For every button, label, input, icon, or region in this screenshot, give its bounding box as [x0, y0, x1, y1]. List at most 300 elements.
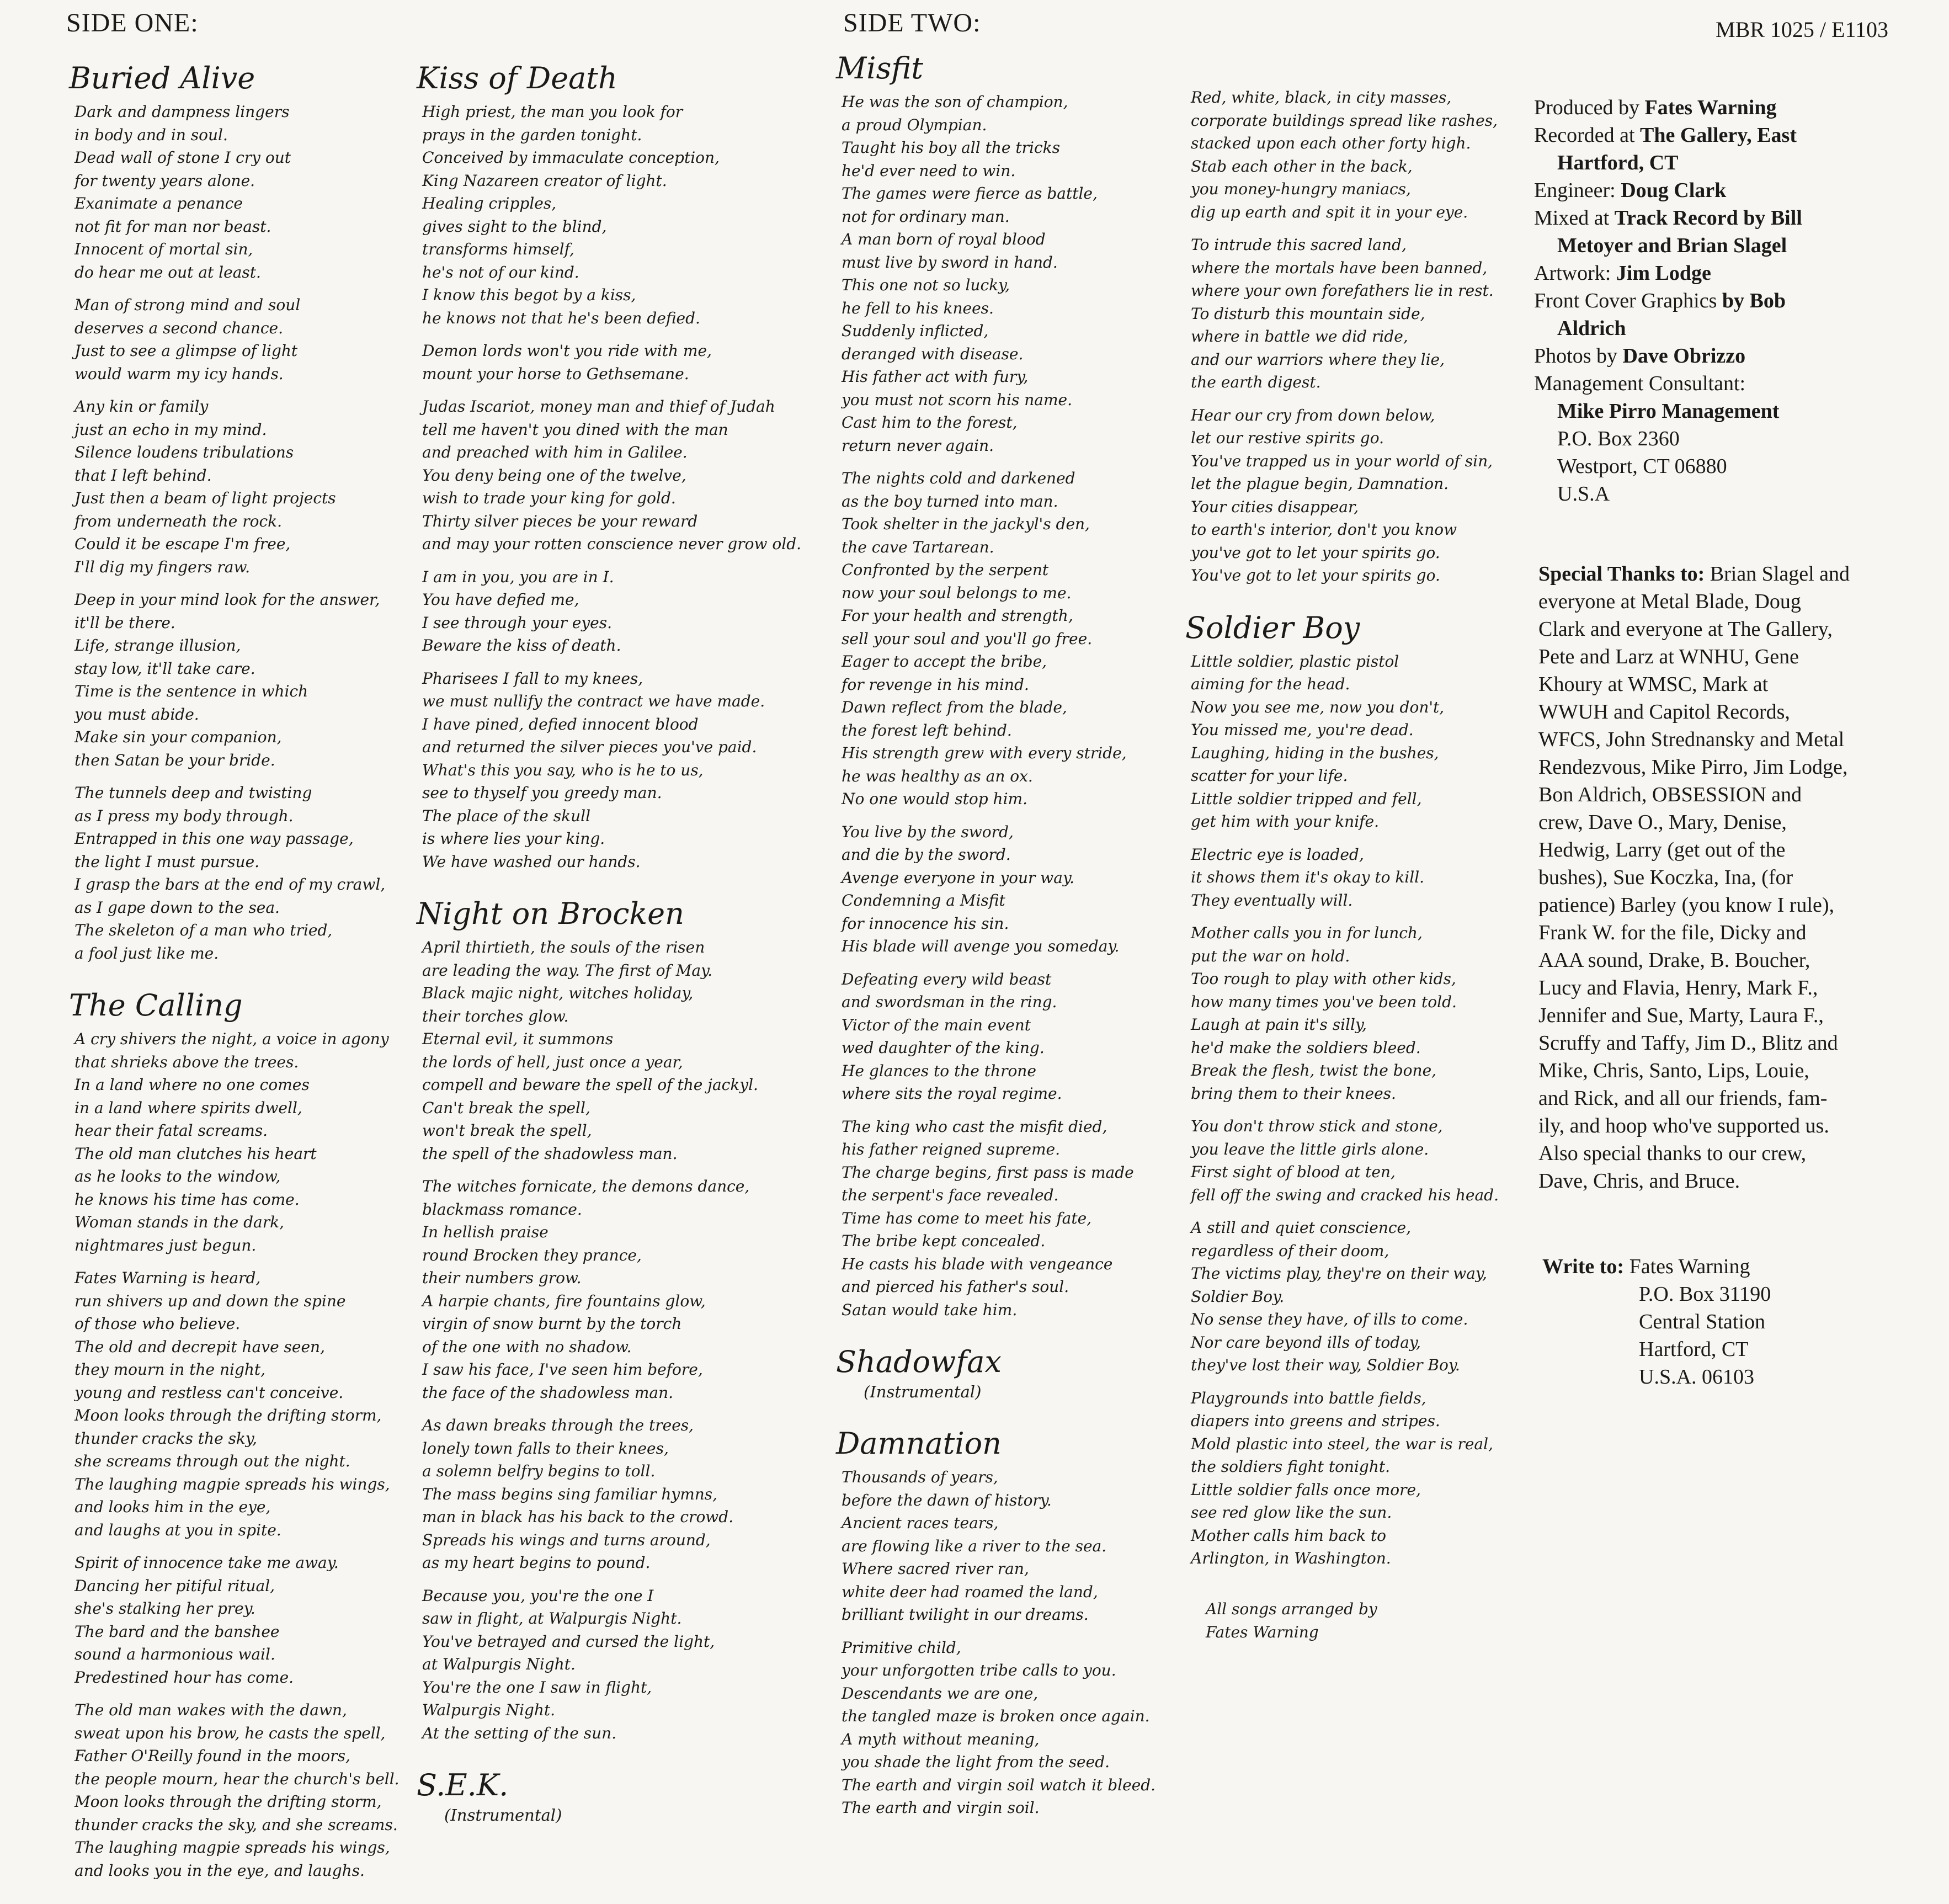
lyric-line: wish to trade your king for gold. — [422, 489, 676, 507]
thanks-text: and Rick, and all our friends, fam- — [1538, 1087, 1828, 1110]
lyric-line: He glances to the throne — [842, 1061, 1036, 1080]
lyric-line: The old and decrepit have seen, — [74, 1337, 325, 1356]
lyric-line: the soldiers fight tonight. — [1191, 1458, 1391, 1476]
lyric-line: He was the son of champion, — [842, 93, 1068, 111]
lyric-line: Little soldier tripped and fell, — [1191, 789, 1422, 808]
thanks-line — [1538, 1084, 1925, 1112]
song-block — [69, 987, 400, 1882]
stanza — [74, 294, 400, 385]
lyric-line: His blade will avenge you someday. — [842, 937, 1120, 955]
lyric-line: in body and in soul. — [74, 125, 228, 144]
lyric-line: No one would stop him. — [842, 790, 1027, 808]
song-block — [1191, 86, 1499, 587]
lyric-line: Judas Iscariot, money man and thief of Judah — [422, 397, 775, 416]
lyric-line: Thousands of years, — [842, 1468, 998, 1486]
lyric-line: he'd make the soldiers bleed. — [1191, 1038, 1421, 1057]
address-line: Central Station — [1639, 1310, 1766, 1333]
lyric-line: You live by the sword, — [842, 822, 1014, 841]
lyric-line: let our restive spirits go. — [1191, 429, 1384, 447]
lyric-line: a solemn belfry begins to toll. — [422, 1462, 656, 1480]
lyric-line: Black majic night, witches holiday, — [422, 984, 694, 1002]
song-title: Buried Alive — [69, 61, 255, 95]
thanks-line — [1538, 1057, 1925, 1084]
write-to-label: Write to: — [1542, 1255, 1625, 1278]
lyric-line: Suddenly inflicted, — [842, 322, 989, 340]
lyric-line: Red, white, black, in city masses, — [1191, 88, 1452, 107]
lyric-line: Deep in your mind look for the answer, — [74, 591, 380, 609]
lyric-line: The charge begins, first pass is made — [842, 1163, 1134, 1182]
lyric-line: they've lost their way, Soldier Boy. — [1191, 1356, 1460, 1374]
lyric-line: you money-hungry maniacs, — [1191, 180, 1411, 198]
lyric-line: you must not scorn his name. — [842, 390, 1072, 409]
thanks-line — [1538, 974, 1925, 1002]
thanks-text: Brian Slagel and — [1705, 562, 1850, 586]
lyric-line: you leave the little girls alone. — [1191, 1140, 1429, 1158]
credit-row — [1534, 177, 1802, 204]
thanks-line — [1538, 809, 1925, 836]
lyric-line: that I left behind. — [74, 466, 212, 485]
lyric-line: King Nazareen creator of light. — [422, 171, 667, 190]
thanks-text: WWUH and Capitol Records, — [1538, 700, 1790, 724]
song-subtitle: (Instrumental) — [864, 1382, 982, 1401]
address-line: Hartford, CT — [1639, 1338, 1749, 1361]
lyric-line: April thirtieth, the souls of the risen — [422, 938, 705, 956]
lyric-line: stay low, it'll take care. — [74, 659, 255, 678]
lyric-line: A harpie chants, fire fountains glow, — [422, 1291, 706, 1310]
lyrics-column-2 — [417, 60, 802, 1848]
lyric-line: tell me haven't you dined with the man — [422, 420, 728, 439]
lyric-line: I see through your eyes. — [422, 613, 613, 632]
thanks-text: Rendezvous, Mike Pirro, Jim Lodge, — [1538, 756, 1848, 779]
credit-row — [1534, 397, 1802, 425]
lyric-line: see to thyself you greedy man. — [422, 784, 662, 802]
lyric-line: wed daughter of the king. — [842, 1039, 1045, 1057]
lyric-line: Moon looks through the drifting storm, — [74, 1406, 382, 1424]
lyric-line: the cave Tartarean. — [842, 538, 994, 556]
lyrics-column-4 — [1185, 83, 1499, 1592]
song-block — [836, 1425, 1156, 1820]
lyric-line: the light I must pursue. — [74, 852, 260, 871]
lyric-line: A man born of royal blood — [842, 230, 1046, 248]
thanks-text: WFCS, John Strednansky and Metal — [1538, 728, 1845, 751]
thanks-text: Hedwig, Larry (get out of the — [1538, 838, 1786, 861]
credit-row — [1534, 121, 1802, 149]
stanza — [422, 667, 801, 874]
lyric-line: of those who believe. — [74, 1315, 241, 1333]
thanks-line — [1538, 946, 1925, 974]
lyric-line: You don't throw stick and stone, — [1191, 1117, 1443, 1135]
lyric-line: their numbers grow. — [422, 1269, 582, 1287]
lyric-line: A still and quiet conscience, — [1191, 1219, 1412, 1237]
special-thanks — [1538, 560, 1925, 1195]
lyric-line: the lords of hell, just once a year, — [422, 1052, 683, 1071]
lyric-line: You missed me, you're dead. — [1191, 721, 1414, 739]
lyric-line: as the boy turned into man. — [842, 492, 1058, 510]
stanza — [422, 1414, 801, 1575]
lyric-line: Innocent of mortal sin, — [74, 240, 253, 258]
stanza — [74, 781, 400, 965]
lyric-line: dig up earth and spit it in your eye. — [1191, 203, 1468, 221]
credit-label: Management Consultant: — [1534, 372, 1746, 395]
lyric-line: Satan would take him. — [842, 1300, 1018, 1319]
lyric-line: Playgrounds into battle fields, — [1191, 1389, 1426, 1407]
song-block — [69, 60, 400, 965]
lyric-line: in a land where spirits dwell, — [74, 1098, 302, 1117]
lyric-line: Can't break the spell, — [422, 1098, 590, 1117]
lyric-line: Cast him to the forest, — [842, 413, 1018, 432]
lyric-line: as I press my body through. — [74, 806, 294, 825]
lyric-line: a proud Olympian. — [842, 115, 987, 134]
lyric-line: fell off the swing and cracked his head. — [1191, 1185, 1499, 1204]
lyric-line: For your health and strength, — [842, 607, 1073, 625]
lyric-line: deserves a second chance. — [74, 318, 283, 337]
lyric-line: The old man wakes with the dawn, — [74, 1701, 347, 1719]
lyric-line: Any kin or family — [74, 397, 209, 416]
lyric-line: Because you, you're the one I — [422, 1586, 654, 1605]
lyric-line: corporate buildings spread like rashes, — [1191, 111, 1498, 130]
lyric-line: Walpurgis Night. — [422, 1701, 556, 1719]
thanks-text: Khoury at WMSC, Mark at — [1538, 673, 1769, 696]
thanks-line — [1538, 891, 1925, 919]
lyric-line: Little soldier, plastic pistol — [1191, 652, 1399, 671]
song-title: S.E.K. — [417, 1768, 509, 1802]
lyric-line: just an echo in my mind. — [74, 420, 267, 439]
stanza — [1191, 1216, 1499, 1377]
stanza — [1191, 404, 1499, 587]
song-block — [417, 895, 801, 1745]
thanks-line — [1538, 643, 1925, 671]
thanks-text: Jennifer and Sue, Marty, Laura F., — [1538, 1004, 1824, 1027]
lyric-line: Moon looks through the drifting storm, — [74, 1793, 382, 1811]
lyric-line: To disturb this mountain side, — [1191, 304, 1425, 323]
credit-label: Westport, CT 06880 — [1557, 455, 1727, 478]
lyric-line: return never again. — [842, 436, 994, 455]
lyric-line: scatter for your life. — [1191, 767, 1348, 785]
credit-row — [1534, 287, 1802, 315]
lyric-line: hear their fatal screams. — [74, 1121, 268, 1140]
credit-value: Track Record by Bill — [1614, 206, 1802, 230]
lyric-line: Man of strong mind and soul — [74, 296, 301, 314]
lyric-line: Now you see me, now you don't, — [1191, 698, 1445, 716]
thanks-text: crew, Dave O., Mary, Denise, — [1538, 811, 1787, 834]
lyric-line: are flowing like a river to the sea. — [842, 1536, 1107, 1555]
thanks-line — [1538, 560, 1925, 588]
lyric-line: Condemning a Misfit — [842, 891, 1005, 910]
thanks-text: Mike, Chris, Santo, Lips, Louie, — [1538, 1059, 1809, 1082]
lyric-line: saw in flight, at Walpurgis Night. — [422, 1609, 682, 1628]
thanks-text: Dave, Chris, and Bruce. — [1538, 1169, 1740, 1193]
lyric-line: The skeleton of a man who tried, — [74, 921, 333, 939]
credit-value: Hartford, CT — [1557, 151, 1679, 174]
credit-row — [1534, 315, 1802, 342]
stanza — [74, 1699, 400, 1882]
thanks-text: Scruffy and Taffy, Jim D., Blitz and — [1538, 1031, 1838, 1055]
lyric-line: Fates Warning is heard, — [74, 1269, 261, 1287]
lyric-line: I'll dig my fingers raw. — [74, 557, 251, 576]
lyric-line: sweat upon his brow, he casts the spell, — [74, 1724, 386, 1742]
lyric-line: where in battle we did ride, — [1191, 327, 1408, 345]
lyric-line: Where sacred river ran, — [842, 1560, 1029, 1578]
lyric-line: What's this you say, who is he to us, — [422, 760, 704, 779]
stanza — [842, 91, 1155, 457]
lyric-line: A myth without meaning, — [842, 1730, 1040, 1748]
lyric-line: I grasp the bars at the end of my crawl, — [74, 875, 386, 894]
thanks-line — [1538, 671, 1925, 698]
lyric-line: He casts his blade with vengeance — [842, 1254, 1113, 1273]
stanza — [422, 395, 801, 556]
lyric-line: where your own forefathers lie in rest. — [1191, 281, 1494, 300]
stanza — [842, 968, 1155, 1105]
address-line: U.S.A. 06103 — [1639, 1365, 1755, 1389]
lyric-line: lonely town falls to their knees, — [422, 1439, 669, 1458]
stanza — [422, 1584, 801, 1745]
thanks-line — [1538, 1140, 1925, 1167]
lyric-line: compell and beware the spell of the jackyl. — [422, 1076, 758, 1094]
lyric-line: sell your soul and you'll go free. — [842, 629, 1093, 648]
lyric-line: Mold plastic into steel, the war is real, — [1191, 1434, 1493, 1453]
lyric-line: you've got to let your spirits go. — [1191, 543, 1440, 562]
lyric-line: Took shelter in the jackyl's den, — [842, 515, 1090, 533]
stanza — [422, 100, 801, 329]
stanza — [74, 100, 400, 284]
lyric-line: Little soldier falls once more, — [1191, 1480, 1421, 1499]
stanza — [74, 1551, 400, 1689]
lyric-line: a fool just like me. — [74, 944, 219, 962]
lyric-line: their torches glow. — [422, 1007, 569, 1025]
song-title: Night on Brocken — [417, 896, 684, 931]
lyric-line: Eager to accept the bribe, — [842, 652, 1047, 671]
lyric-line: man in black has his back to the crowd. — [422, 1508, 734, 1526]
lyric-line: The old man clutches his heart — [74, 1144, 317, 1163]
lyric-line: to earth's interior, don't you know — [1191, 520, 1457, 539]
lyric-line: Taught his boy all the tricks — [842, 139, 1060, 157]
lyric-line: Make sin your companion, — [74, 728, 282, 746]
song-title: Soldier Boy — [1185, 610, 1360, 645]
lyric-line: blackmass romance. — [422, 1200, 582, 1219]
lyrics-column-1 — [69, 60, 400, 1904]
lyric-line: You've got to let your spirits go. — [1191, 566, 1440, 584]
lyric-line: thunder cracks the sky, and she screams. — [74, 1815, 398, 1834]
lyric-line: are leading the way. The first of May. — [422, 961, 713, 980]
thanks-text: AAA sound, Drake, B. Boucher, — [1538, 949, 1810, 972]
credit-value: Aldrich — [1557, 317, 1626, 340]
lyric-line: The earth and virgin soil. — [842, 1799, 1040, 1817]
song-block — [836, 50, 1155, 1321]
lyric-line: white deer had roamed the land, — [842, 1582, 1098, 1601]
lyric-line: and pierced his father's soul. — [842, 1278, 1069, 1296]
credit-row — [1534, 453, 1802, 480]
thanks-label: Special Thanks to: — [1538, 562, 1705, 586]
lyric-line: and returned the silver pieces you've paid. — [422, 738, 757, 756]
lyric-line: the face of the shadowless man. — [422, 1383, 674, 1402]
lyric-line: she screams through out the night. — [74, 1452, 350, 1470]
lyric-line: put the war on hold. — [1191, 946, 1350, 965]
lyric-line: Laughing, hiding in the bushes, — [1191, 743, 1439, 762]
lyric-line: and laughs at you in spite. — [74, 1520, 281, 1539]
credit-label: Mixed at — [1534, 206, 1615, 230]
lyric-line: First sight of blood at ten, — [1191, 1163, 1396, 1181]
lyric-line: diapers into greens and stripes. — [1191, 1412, 1440, 1430]
lyric-line: As dawn breaks through the trees, — [422, 1416, 694, 1434]
stanza — [1191, 843, 1499, 912]
lyric-line: must live by sword in hand. — [842, 253, 1058, 272]
lyric-line: bring them to their knees. — [1191, 1084, 1396, 1103]
thanks-line — [1538, 919, 1925, 946]
stanza — [74, 588, 400, 772]
credit-row — [1534, 370, 1802, 397]
lyric-line: she's stalking her prey. — [74, 1599, 255, 1618]
lyric-line: I know this begot by a kiss, — [422, 286, 636, 304]
thanks-text: Frank W. for the file, Dicky and — [1538, 921, 1807, 944]
thanks-line — [1538, 753, 1925, 781]
credit-label: Front Cover Graphics — [1534, 289, 1722, 312]
lyric-line: Ancient races tears, — [842, 1514, 999, 1532]
lyric-line: High priest, the man you look for — [422, 103, 683, 121]
lyric-line: at Walpurgis Night. — [422, 1655, 576, 1673]
lyric-line: Soldier Boy. — [1191, 1287, 1285, 1306]
credit-label: Engineer: — [1534, 179, 1621, 202]
lyric-line: he'd ever need to win. — [842, 161, 1016, 180]
credit-row — [1534, 425, 1802, 453]
lyric-line: Spreads his wings and turns around, — [422, 1530, 711, 1549]
lyric-line: for twenty years alone. — [74, 171, 255, 190]
lyric-line: he's not of our kind. — [422, 263, 579, 281]
lyric-line: for innocence his sin. — [842, 914, 1009, 933]
thanks-line — [1538, 615, 1925, 643]
lyric-line: as my heart begins to pound. — [422, 1554, 651, 1572]
lyric-line: His strength grew with every stride, — [842, 744, 1127, 762]
lyric-line: Spirit of innocence take me away. — [74, 1554, 339, 1572]
lyric-line: he knows not that he's been defied. — [422, 309, 700, 327]
write-to-name: Fates Warning — [1624, 1255, 1750, 1278]
lyric-line: he knows his time has come. — [74, 1190, 300, 1209]
lyric-line: he was healthy as an ox. — [842, 767, 1033, 785]
thanks-line — [1538, 588, 1925, 615]
lyric-line: transforms himself, — [422, 240, 574, 258]
lyric-line: The games were fierce as battle, — [842, 184, 1098, 203]
lyric-line: from underneath the rock. — [74, 512, 283, 530]
lyric-line: and may your rotten conscience never grow old. — [422, 535, 802, 553]
lyric-line: Nor care beyond ills of today, — [1191, 1333, 1421, 1352]
lyric-line: The place of the skull — [422, 806, 591, 825]
lyric-line: Thirty silver pieces be your reward — [422, 512, 698, 530]
lyric-line: then Satan be your bride. — [74, 751, 275, 769]
thanks-line — [1538, 864, 1925, 891]
lyric-line: You've trapped us in your world of sin, — [1191, 451, 1493, 470]
credit-value: Doug Clark — [1621, 179, 1727, 202]
lyric-line: Silence loudens tribulations — [74, 443, 294, 461]
lyric-line: where the mortals have been banned, — [1191, 258, 1488, 277]
lyric-line: Break the flesh, twist the bone, — [1191, 1061, 1437, 1079]
credit-label: P.O. Box 2360 — [1557, 427, 1680, 450]
lyrics-column-3 — [836, 50, 1156, 1842]
song-title: Kiss of Death — [417, 61, 617, 95]
lyric-line: and preached with him in Galilee. — [422, 443, 688, 461]
lyric-line: the tangled maze is broken once again. — [842, 1707, 1150, 1725]
lyric-line: Time has come to meet his fate, — [842, 1209, 1092, 1227]
thanks-text: patience) Barley (you know I rule), — [1538, 894, 1835, 917]
credit-row — [1534, 342, 1802, 370]
lyric-line: A cry shivers the night, a voice in agony — [74, 1030, 389, 1048]
lyric-line: Too rough to play with other kids, — [1191, 970, 1456, 988]
lyric-line: not for ordinary man. — [842, 207, 1010, 226]
song-block — [1185, 609, 1499, 1570]
lyric-line: and swordsman in the ring. — [842, 993, 1057, 1011]
stanza — [842, 821, 1155, 958]
stanza — [422, 566, 801, 657]
lyric-line: They eventually will. — [1191, 891, 1353, 910]
stanza — [1191, 650, 1499, 833]
stanza — [1191, 233, 1499, 394]
lyric-line: for revenge in his mind. — [842, 675, 1029, 694]
stanza — [422, 1175, 801, 1404]
lyric-line: aiming for the head. — [1191, 675, 1350, 693]
credit-row — [1534, 480, 1802, 508]
lyric-line: mount your horse to Gethsemane. — [422, 364, 689, 383]
lyric-line: The earth and virgin soil watch it bleed. — [842, 1775, 1156, 1794]
lyric-line: Demon lords won't you ride with me, — [422, 342, 712, 360]
lyric-line: his father reigned supreme. — [842, 1140, 1061, 1158]
lyric-line: Arlington, in Washington. — [1191, 1549, 1391, 1567]
lyric-line: and looks you in the eye, and laughs. — [74, 1861, 365, 1880]
stanza — [422, 936, 801, 1165]
lyric-line: get him with your knife. — [1191, 812, 1379, 831]
lyric-line: young and restless can't conceive. — [74, 1383, 344, 1402]
credit-label: Recorded at — [1534, 124, 1641, 147]
thanks-text: Pete and Larz at WNHU, Gene — [1538, 645, 1799, 668]
thanks-line — [1538, 1112, 1925, 1140]
lyric-line: The bribe kept concealed. — [842, 1232, 1046, 1250]
lyric-line: Dead wall of stone I cry out — [74, 148, 291, 167]
credit-row — [1534, 232, 1802, 259]
lyric-line: I am in you, you are in I. — [422, 567, 614, 586]
stanza — [1191, 1115, 1499, 1206]
lyric-line: Exanimate a penance — [74, 194, 243, 212]
lyric-line: The witches fornicate, the demons dance, — [422, 1177, 750, 1195]
thanks-text: everyone at Metal Blade, Doug — [1538, 590, 1801, 613]
lyric-line: Life, strange illusion, — [74, 636, 241, 655]
lyric-line: before the dawn of history. — [842, 1491, 1052, 1509]
lyric-line: the forest left behind. — [842, 721, 1012, 740]
song-block — [417, 60, 802, 873]
thanks-text: Clark and everyone at The Gallery, — [1538, 618, 1833, 641]
lyric-line: Hear our cry from down below, — [1191, 406, 1435, 424]
lyric-line: Just then a beam of light projects — [74, 489, 336, 507]
lyric-line: You're the one I saw in flight, — [422, 1678, 652, 1696]
lyric-line: This one not so lucky, — [842, 276, 1010, 294]
lyric-line: and looks him in the eye, — [74, 1498, 271, 1516]
lyric-line: run shivers up and down the spine — [74, 1291, 346, 1310]
credit-value: by Bob — [1722, 289, 1786, 312]
credit-value: Fates Warning — [1644, 96, 1777, 119]
lyric-line: now your soul belongs to me. — [842, 583, 1072, 602]
lyric-line: see red glow like the sun. — [1191, 1503, 1392, 1522]
lyric-line: Primitive child, — [842, 1638, 961, 1657]
lyric-line: The king who cast the misfit died, — [842, 1117, 1107, 1136]
lyric-line: your unforgotten tribe calls to you. — [842, 1661, 1116, 1679]
lyric-line: Stab each other in the back, — [1191, 157, 1413, 175]
lyric-line: The victims play, they're on their way, — [1191, 1264, 1487, 1283]
stanza — [74, 1267, 400, 1541]
lyric-line: virgin of snow burnt by the torch — [422, 1315, 682, 1333]
lyric-line: Descendants we are one, — [842, 1684, 1039, 1703]
stanza — [842, 1636, 1155, 1820]
lyric-line: The laughing magpie spreads his wings, — [74, 1475, 390, 1493]
lyric-line: round Brocken they prance, — [422, 1246, 642, 1264]
credit-row — [1534, 149, 1802, 177]
lyric-line: To intrude this sacred land, — [1191, 236, 1407, 254]
song-subtitle: (Instrumental) — [444, 1806, 562, 1825]
